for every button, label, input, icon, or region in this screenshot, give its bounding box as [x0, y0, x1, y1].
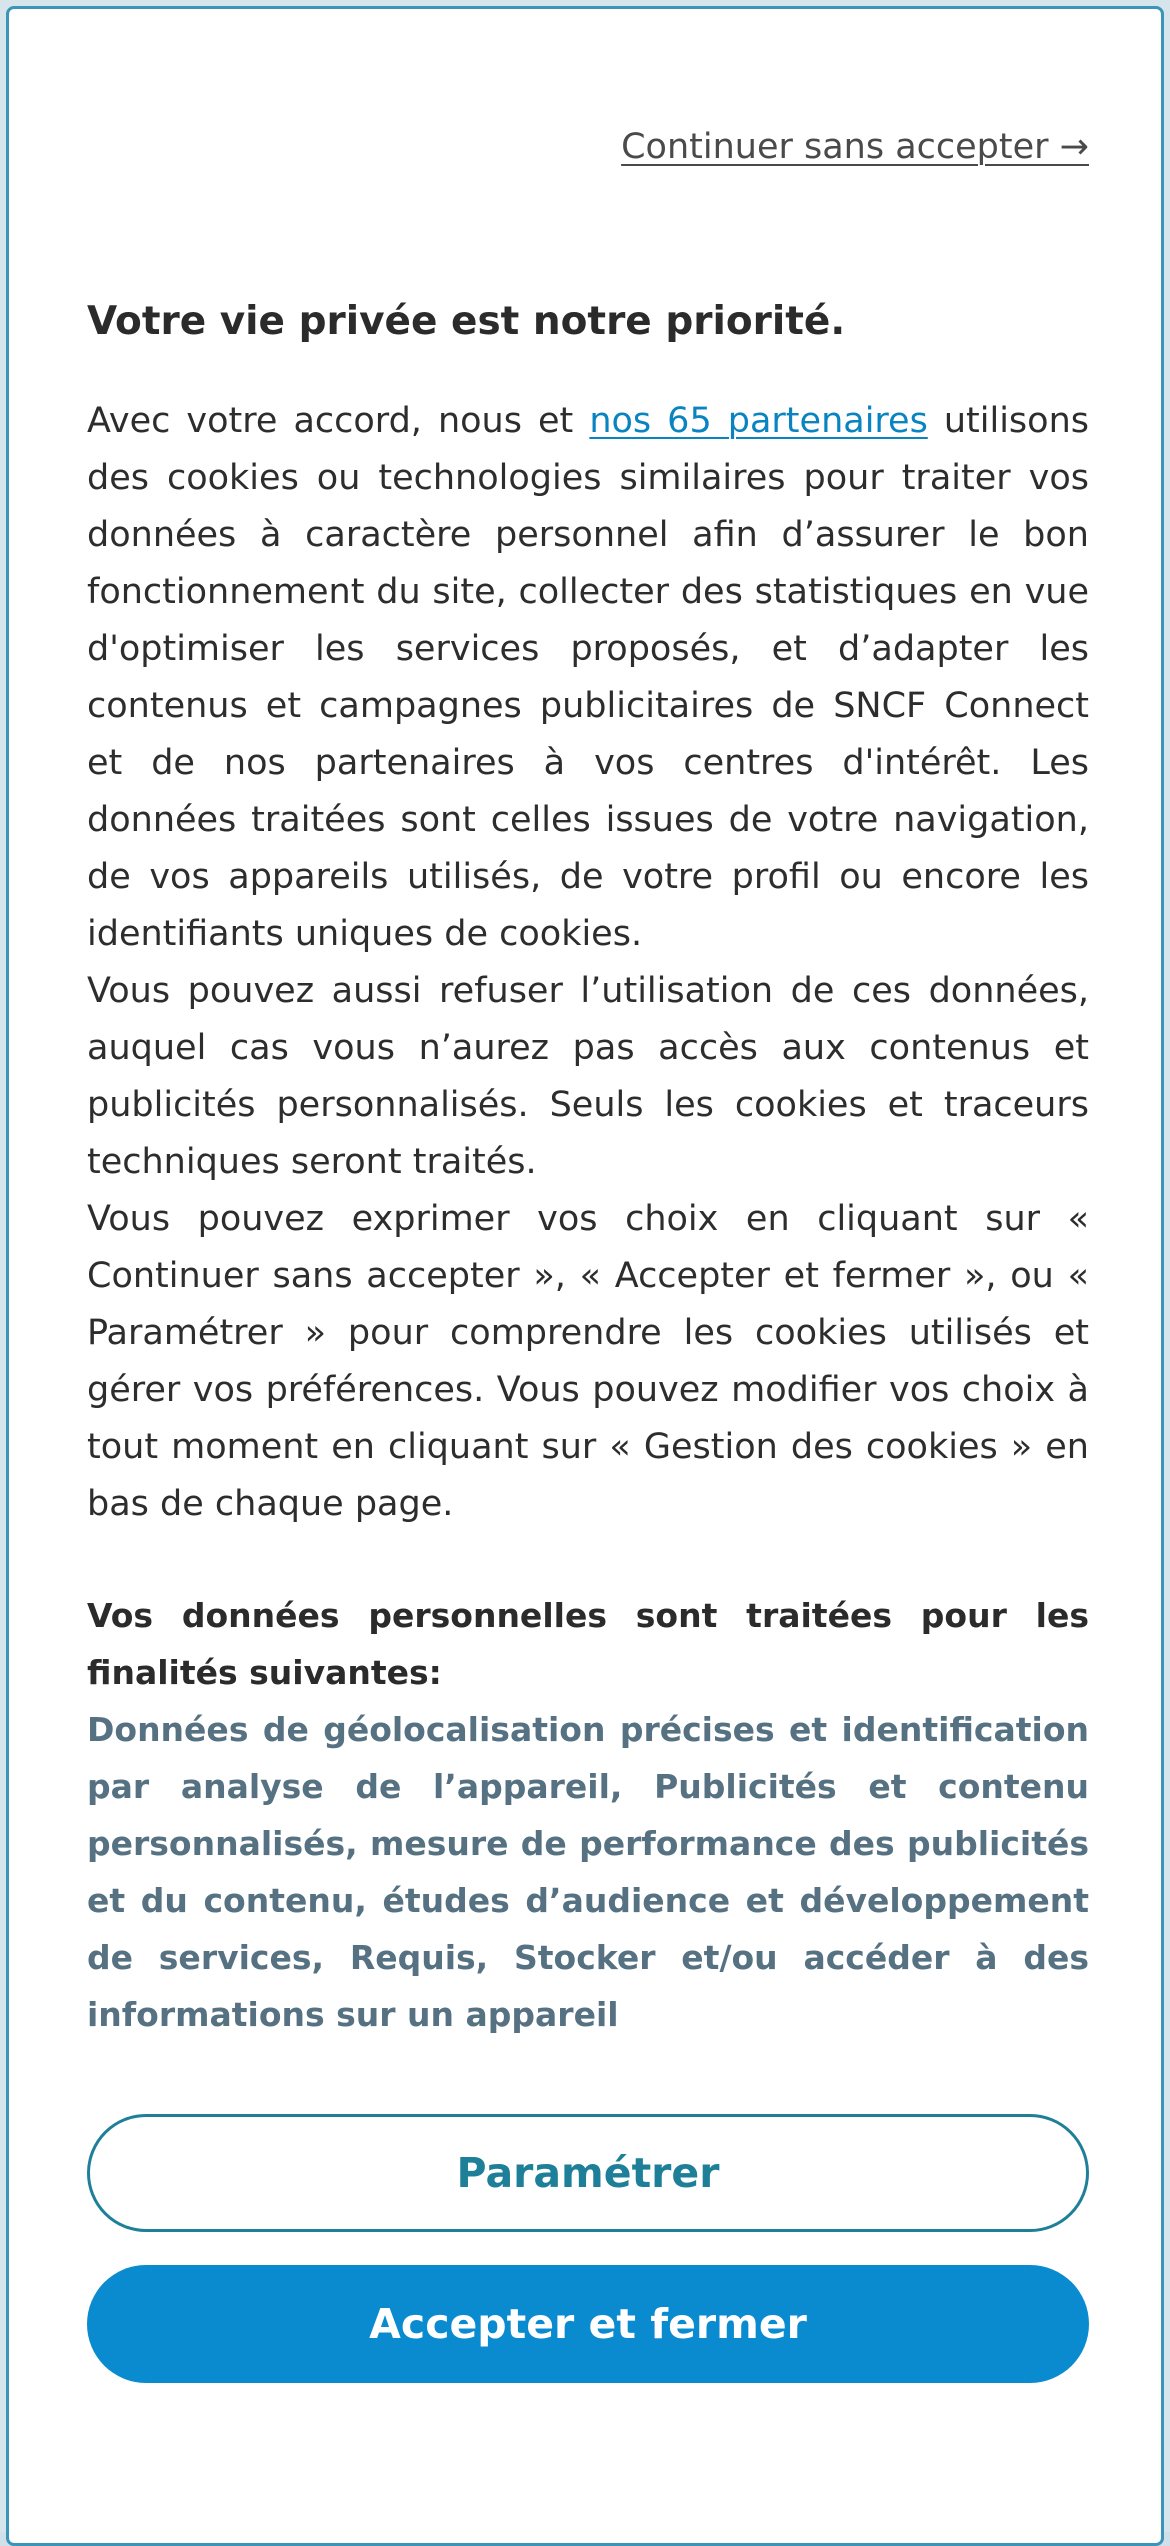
- purposes-heading: Vos données personnelles sont traitées pour les finalités suivantes:: [87, 1596, 1089, 1692]
- settings-button[interactable]: Paramétrer: [87, 2114, 1089, 2232]
- partners-link[interactable]: nos 65 partenaires: [589, 401, 928, 441]
- intro-paragraph: [87, 393, 1089, 963]
- choice-paragraph: Vous pouvez exprimer vos choix en cliquant sur « Continuer sans accepter », « Accepter et fermer », ou « Paramétrer » pour comprendre les cookies utilisés et gérer vos préférences. Vous pouvez modifier vos choix à tout moment en cliquant sur « Gestion des cookies » en bas de chaque page.: [87, 1199, 1089, 1524]
- continue-without-accepting-link[interactable]: Continuer sans accepter →: [621, 127, 1089, 167]
- intro-text-after-link: utilisons des cookies ou technologies similaires pour traiter vos données à caractère personnel afin d’assurer le bon fonctionnement du site, collecter des statistiques en vue d'optimiser les services proposés, et d’adapter les contenus et campagnes publicitaires de SNCF Connect et de nos partenaires à vos centres d'intérêt. Les données traitées sont celles issues de votre navigation, de vos appareils utilisés, de votre profil ou encore les identifiants uniques de cookies.: [87, 401, 1089, 954]
- refuse-paragraph: Vous pouvez aussi refuser l’utilisation de ces données, auquel cas vous n’aurez pas accès aux contenus et publicités personnalisés. Seuls les cookies et traceurs techniques seront traités.: [87, 971, 1089, 1182]
- purposes-list: Données de géolocalisation précises et identification par analyse de l’appareil, Publicités et contenu personnalisés, mesure de performance des publicités et du contenu, études d’audience et développement de services, Requis, Stocker et/ou accéder à des informations sur un appareil: [87, 1710, 1089, 2034]
- accept-and-close-button[interactable]: Accepter et fermer: [87, 2265, 1089, 2383]
- cookie-consent-dialog: [6, 6, 1164, 2546]
- intro-text-before-link: Avec votre accord, nous et: [87, 401, 590, 441]
- dialog-title: Votre vie privée est notre priorité.: [87, 299, 846, 344]
- purposes-section: [87, 1587, 1089, 2043]
- consent-description: [87, 393, 1089, 1533]
